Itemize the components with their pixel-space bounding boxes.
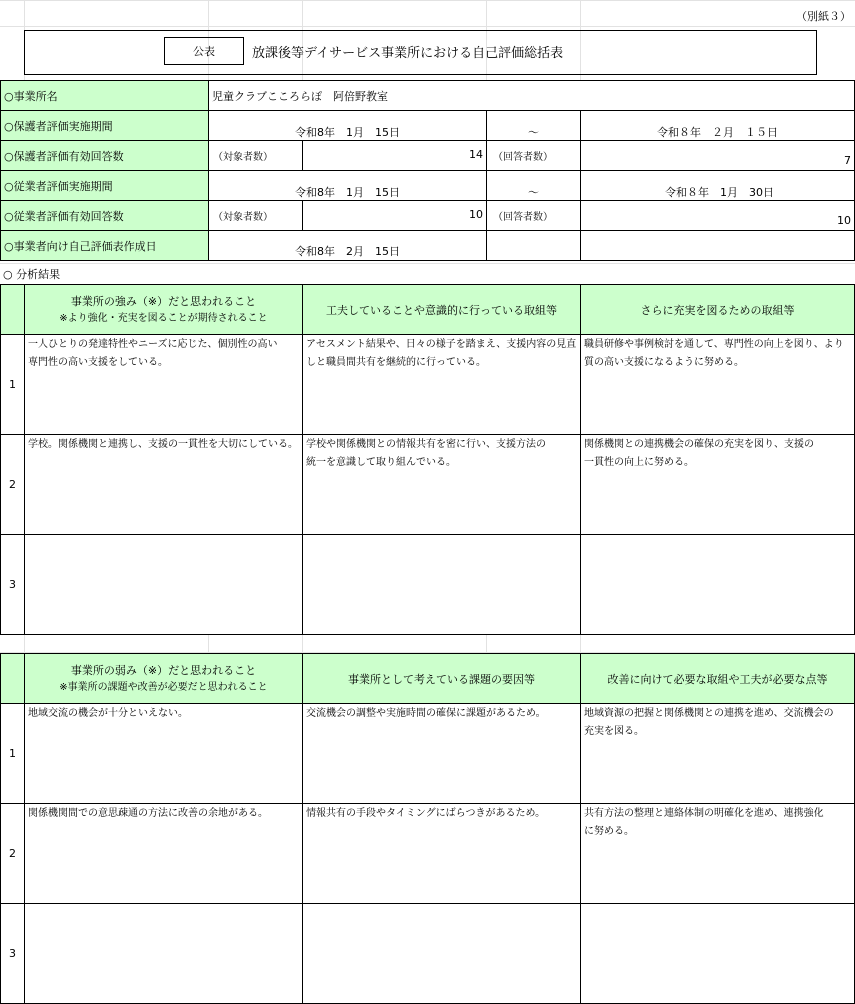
guardian-period-start: 令和8年 1月 15日 (295, 126, 400, 139)
guardian-period-end: 令和８年 ２月 １５日 (657, 126, 778, 139)
weaknesses-row-3-c2 (302, 903, 581, 1004)
staff-period-start: 令和8年 1月 15日 (295, 186, 400, 199)
analysis-label: ○ 分析結果 (3, 268, 61, 281)
public-badge: 公表 (164, 37, 244, 65)
strengths-row-2-c3: 関係機関との連携機会の確保の充実を図り、支援の 一貫性の向上に努める。 (580, 434, 855, 535)
weaknesses-header-col3: 改善に向けて必要な取組や工夫が必要な点等 (580, 653, 855, 704)
strengths-row-2-num: 2 (0, 434, 25, 535)
strengths-header-col2: 工夫していることや意識的に行っている取組等 (302, 284, 581, 335)
facility-name-label: ○事業所名 (0, 80, 209, 111)
staff-target-value: 10 (302, 200, 487, 231)
staff-period-label: ○従業者評価実施期間 (0, 170, 209, 201)
strengths-header-col1-line2: ※より強化・充実を図ることが期待されること (59, 312, 268, 324)
staff-respondent-value: 10 (580, 200, 855, 231)
staff-target-label: （対象者数） (208, 200, 303, 231)
weaknesses-header-col1-line2: ※事業所の課題や改善が必要だと思われること (59, 681, 268, 693)
weaknesses-header-blank (0, 653, 25, 704)
strengths-row-3-c2 (302, 534, 581, 635)
weaknesses-row-1-c3: 地域資源の把握と関係機関との連携を進め、交流機会の 充実を図る。 (580, 703, 855, 804)
staff-respondent-label: （回答者数） (486, 200, 581, 231)
staff-period-end: 令和８年 1月 30日 (665, 186, 774, 199)
strengths-row-3-c3 (580, 534, 855, 635)
facility-name-value: 児童クラブこころらぽ 阿倍野教室 (208, 80, 855, 111)
weaknesses-row-1-num: 1 (0, 703, 25, 804)
guardian-period-sep: ～ (528, 126, 539, 139)
weaknesses-row-1-c2: 交流機会の調整や実施時間の確保に課題があるため。 (302, 703, 581, 804)
strengths-row-2-c1: 学校。関係機関と連携し、支援の一貫性を大切にしている。 (24, 434, 303, 535)
created-date: 令和8年 2月 15日 (295, 245, 400, 258)
strengths-row-1-c3: 職員研修や事例検討を通して、専門性の向上を図り、より質の高い支援になるように努める。 (580, 334, 855, 435)
weaknesses-row-2-num: 2 (0, 803, 25, 904)
weaknesses-row-2-c1: 関係機関間での意思疎通の方法に改善の余地がある。 (24, 803, 303, 904)
weaknesses-header-col2: 事業所として考えている課題の要因等 (302, 653, 581, 704)
guardian-respondent-label: （回答者数） (486, 140, 581, 171)
staff-period-sep: ～ (528, 186, 539, 199)
guardian-respondent-value: 7 (580, 140, 855, 171)
weaknesses-row-3-num: 3 (0, 903, 25, 1004)
strengths-row-3-c1 (24, 534, 303, 635)
weaknesses-row-2-c2: 情報共有の手段やタイミングにばらつきがあるため。 (302, 803, 581, 904)
weaknesses-header-col1 (24, 653, 303, 704)
strengths-header-blank (0, 284, 25, 335)
strengths-header-col1-line1: 事業所の強み（※）だと思われること (70, 294, 257, 308)
weaknesses-row-1-c1: 地域交流の機会が十分といえない。 (24, 703, 303, 804)
strengths-row-1-num: 1 (0, 334, 25, 435)
guardian-target-value: 14 (302, 140, 487, 171)
strengths-row-1-c2: アセスメント結果や、日々の様子を踏まえ、支援内容の見直しと職員間共有を継続的に行っている。 (302, 334, 581, 435)
strengths-row-3-num: 3 (0, 534, 25, 635)
weaknesses-header-col1-line1: 事業所の弱み（※）だと思われること (70, 663, 257, 677)
weaknesses-row-2-c3: 共有方法の整理と連絡体制の明確化を進め、連携強化 に努める。 (580, 803, 855, 904)
created-date-empty-2 (580, 230, 855, 261)
strengths-row-2-c2: 学校や関係機関との情報共有を密に行い、支援方法の 統一を意識して取り組んでいる。 (302, 434, 581, 535)
created-date-empty-1 (486, 230, 581, 261)
weaknesses-row-3-c3 (580, 903, 855, 1004)
guardian-period-label: ○保護者評価実施期間 (0, 110, 209, 141)
strengths-row-1-c1: 一人ひとりの発達特性やニーズに応じた、個別性の高い 専門性の高い支援をしている。 (24, 334, 303, 435)
created-date-label: ○事業者向け自己評価表作成日 (0, 230, 209, 261)
guardian-count-label: ○保護者評価有効回答数 (0, 140, 209, 171)
weaknesses-row-3-c1 (24, 903, 303, 1004)
staff-count-label: ○従業者評価有効回答数 (0, 200, 209, 231)
page-title: 放課後等デイサービス事業所における自己評価総括表 (252, 45, 564, 61)
attachment-label: （別紙３） (796, 10, 851, 23)
strengths-header-col1 (24, 284, 303, 335)
guardian-target-label: （対象者数） (208, 140, 303, 171)
strengths-header-col3: さらに充実を図るための取組等 (580, 284, 855, 335)
